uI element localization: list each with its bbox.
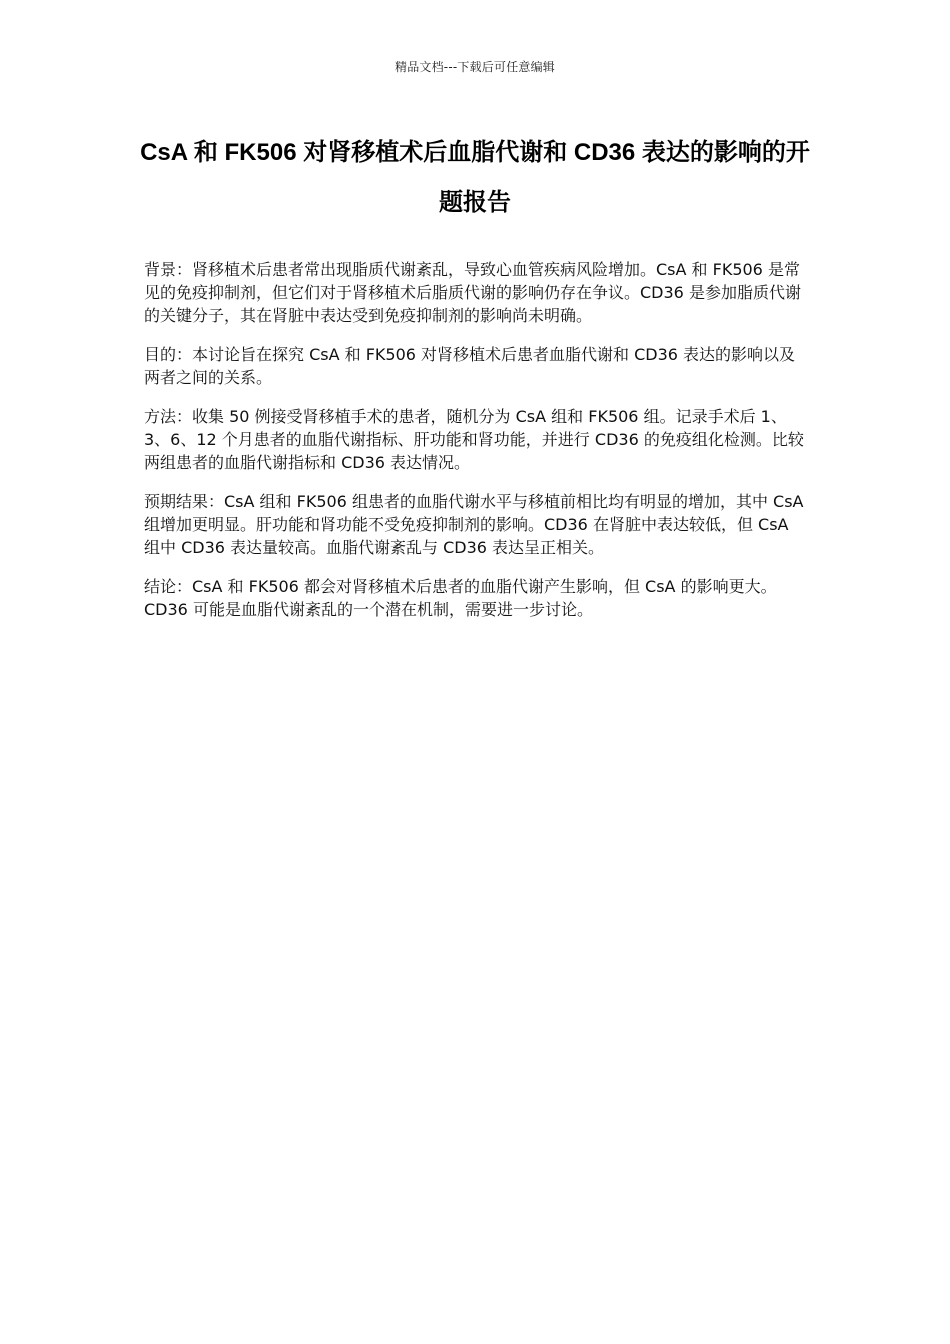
paragraph-conclusion: 结论：CsA 和 FK506 都会对肾移植术后患者的血脂代谢产生影响，但 CsA 的影响更大。CD36 可能是血脂代谢紊乱的一个潜在机制，需要进一步讨论。 [144,577,777,619]
document-body [144,258,808,637]
paragraph-background: 背景：肾移植术后患者常出现脂质代谢紊乱，导致心血管疾病风险增加。CsA 和 FK506 是常见的免疫抑制剂，但它们对于肾移植术后脂质代谢的影响仍存在争议。CD36 是参加脂质代谢的关键分子，其在肾脏中表达受到免疫抑制剂的影响尚未明确。 [144,260,801,325]
paragraph-expected-results: 预期结果：CsA 组和 FK506 组患者的血脂代谢水平与移植前相比均有明显的增加，其中 CsA 组增加更明显。肝功能和肾功能不受免疫抑制剂的影响。CD36 在肾脏中表达较低，但 CsA 组中 CD36 表达量较高。血脂代谢紊乱与 CD36 表达呈正相关。 [144,492,804,557]
header-note: 精品文档---下载后可任意编辑 [395,60,555,74]
paragraph-objective: 目的：本讨论旨在探究 CsA 和 FK506 对肾移植术后患者血脂代谢和 CD36 表达的影响以及两者之间的关系。 [144,345,796,387]
document-title: CsA 和 FK506 对肾移植术后血脂代谢和 CD36 表达的影响的开题报告 [140,139,810,216]
paragraph-methods: 方法：收集 50 例接受肾移植手术的患者，随机分为 CsA 组和 FK506 组。记录手术后 1、3、6、12 个月患者的血脂代谢指标、肝功能和肾功能，并进行 CD36 的免疫组化检测。比较两组患者的血脂代谢指标和 CD36 表达情况。 [144,407,804,472]
